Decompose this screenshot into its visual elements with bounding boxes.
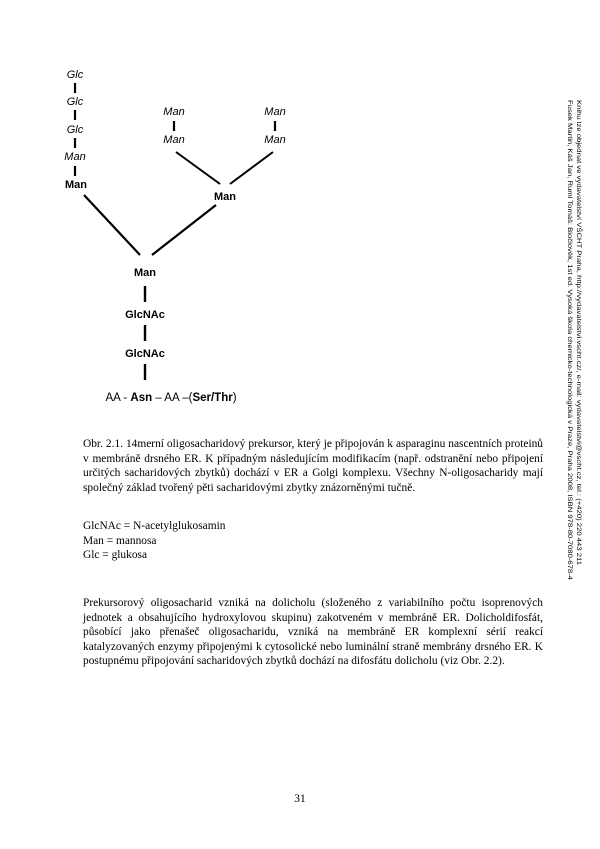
bond-line [84,195,140,255]
chain-aa1: AA [105,392,121,404]
chain-asn: Asn [130,392,153,404]
man-residue-right-b2: Man [264,134,286,146]
page-number: 31 [294,793,306,805]
side-note-citation: Fusek Martin, Káš Jan, Ruml Tomáš: Biočlověk, 1st ed. Vysoká škola chemicko-technologická v Praze, Praha 2008, ISBN 978-80-7080-678-4 [566,100,573,526]
chain-paren-open: ( [188,392,193,404]
bond-line [152,205,216,255]
abbreviation-legend [83,519,383,563]
man-residue-right-core: Man [214,191,236,203]
bond-line [176,152,220,184]
bond-line [230,152,273,184]
peptide-chain [105,392,236,404]
man-residue-right-b1: Man [264,106,286,118]
side-note-order-info: Knihu lze objednat ve vydavatelství VŠCHT Praha, http://vydavatelstvi.vscht.cz/, e-mail: vydavatelstvi@vscht.cz, tel.: (+420) 220 443 211 [575,100,582,512]
glcnac-residue-1: GlcNAc [125,309,165,321]
glc-residue-2: Glc [66,96,84,108]
chain-serthr: Ser/Thr [192,392,233,404]
glc-residue-3: Glc [66,124,84,136]
man-residue-core: Man [134,267,156,279]
legend-item-man: Man = mannosa [83,534,157,547]
man-residue-right-a1: Man [163,106,185,118]
glc-residue-1: Glc [66,69,84,81]
chain-sep2: – AA – [152,392,189,404]
man-residue-right-a2: Man [163,134,185,146]
body-paragraph: Prekursorový oligosacharid vzniká na dolicholu (složeného z variabilního počtu isoprenových jednotek a obsahujícího hydroxylovou skupinu) zakotveném v membráně ER. Dolicholdifosfát, působící jako přenašeč oligosacharidu, vzniká na membráně ER komplexní sérií reakcí katalyzovaných enzymy připojenými k cytosolické nebo luminální straně membrány drsného ER. K postupnému připojování sacharidových zbytků dochází na difosfátu dolicholu (viz Obr. 2.2). [83,597,543,668]
man-residue-left-upper: Man [64,151,86,163]
glcnac-residue-2: GlcNAc [125,348,165,360]
chain-paren-close: ) [232,392,237,404]
legend-item-glc: Glc = glukosa [83,549,148,562]
figure-caption: Obr. 2.1. 14merní oligosacharidový prekursor, který je připojován k asparaginu nascentních proteinů v membráně drsného ER. K případným následujícím modifikacím (např. odstranění nebo připojení určitých sacharidových zbytků) dochází v ER a Golgi komplexu. Všechny N-oligosacharidy mají společný základ tvořený pěti sacharidovými zbytky znázorněnými tučně. [83,438,543,494]
oligosaccharide-diagram [0,0,600,420]
chain-sep1: - [120,392,131,404]
man-residue-left-core: Man [65,179,87,191]
legend-item-glcnac: GlcNAc = N-acetylglukosamin [83,520,226,532]
